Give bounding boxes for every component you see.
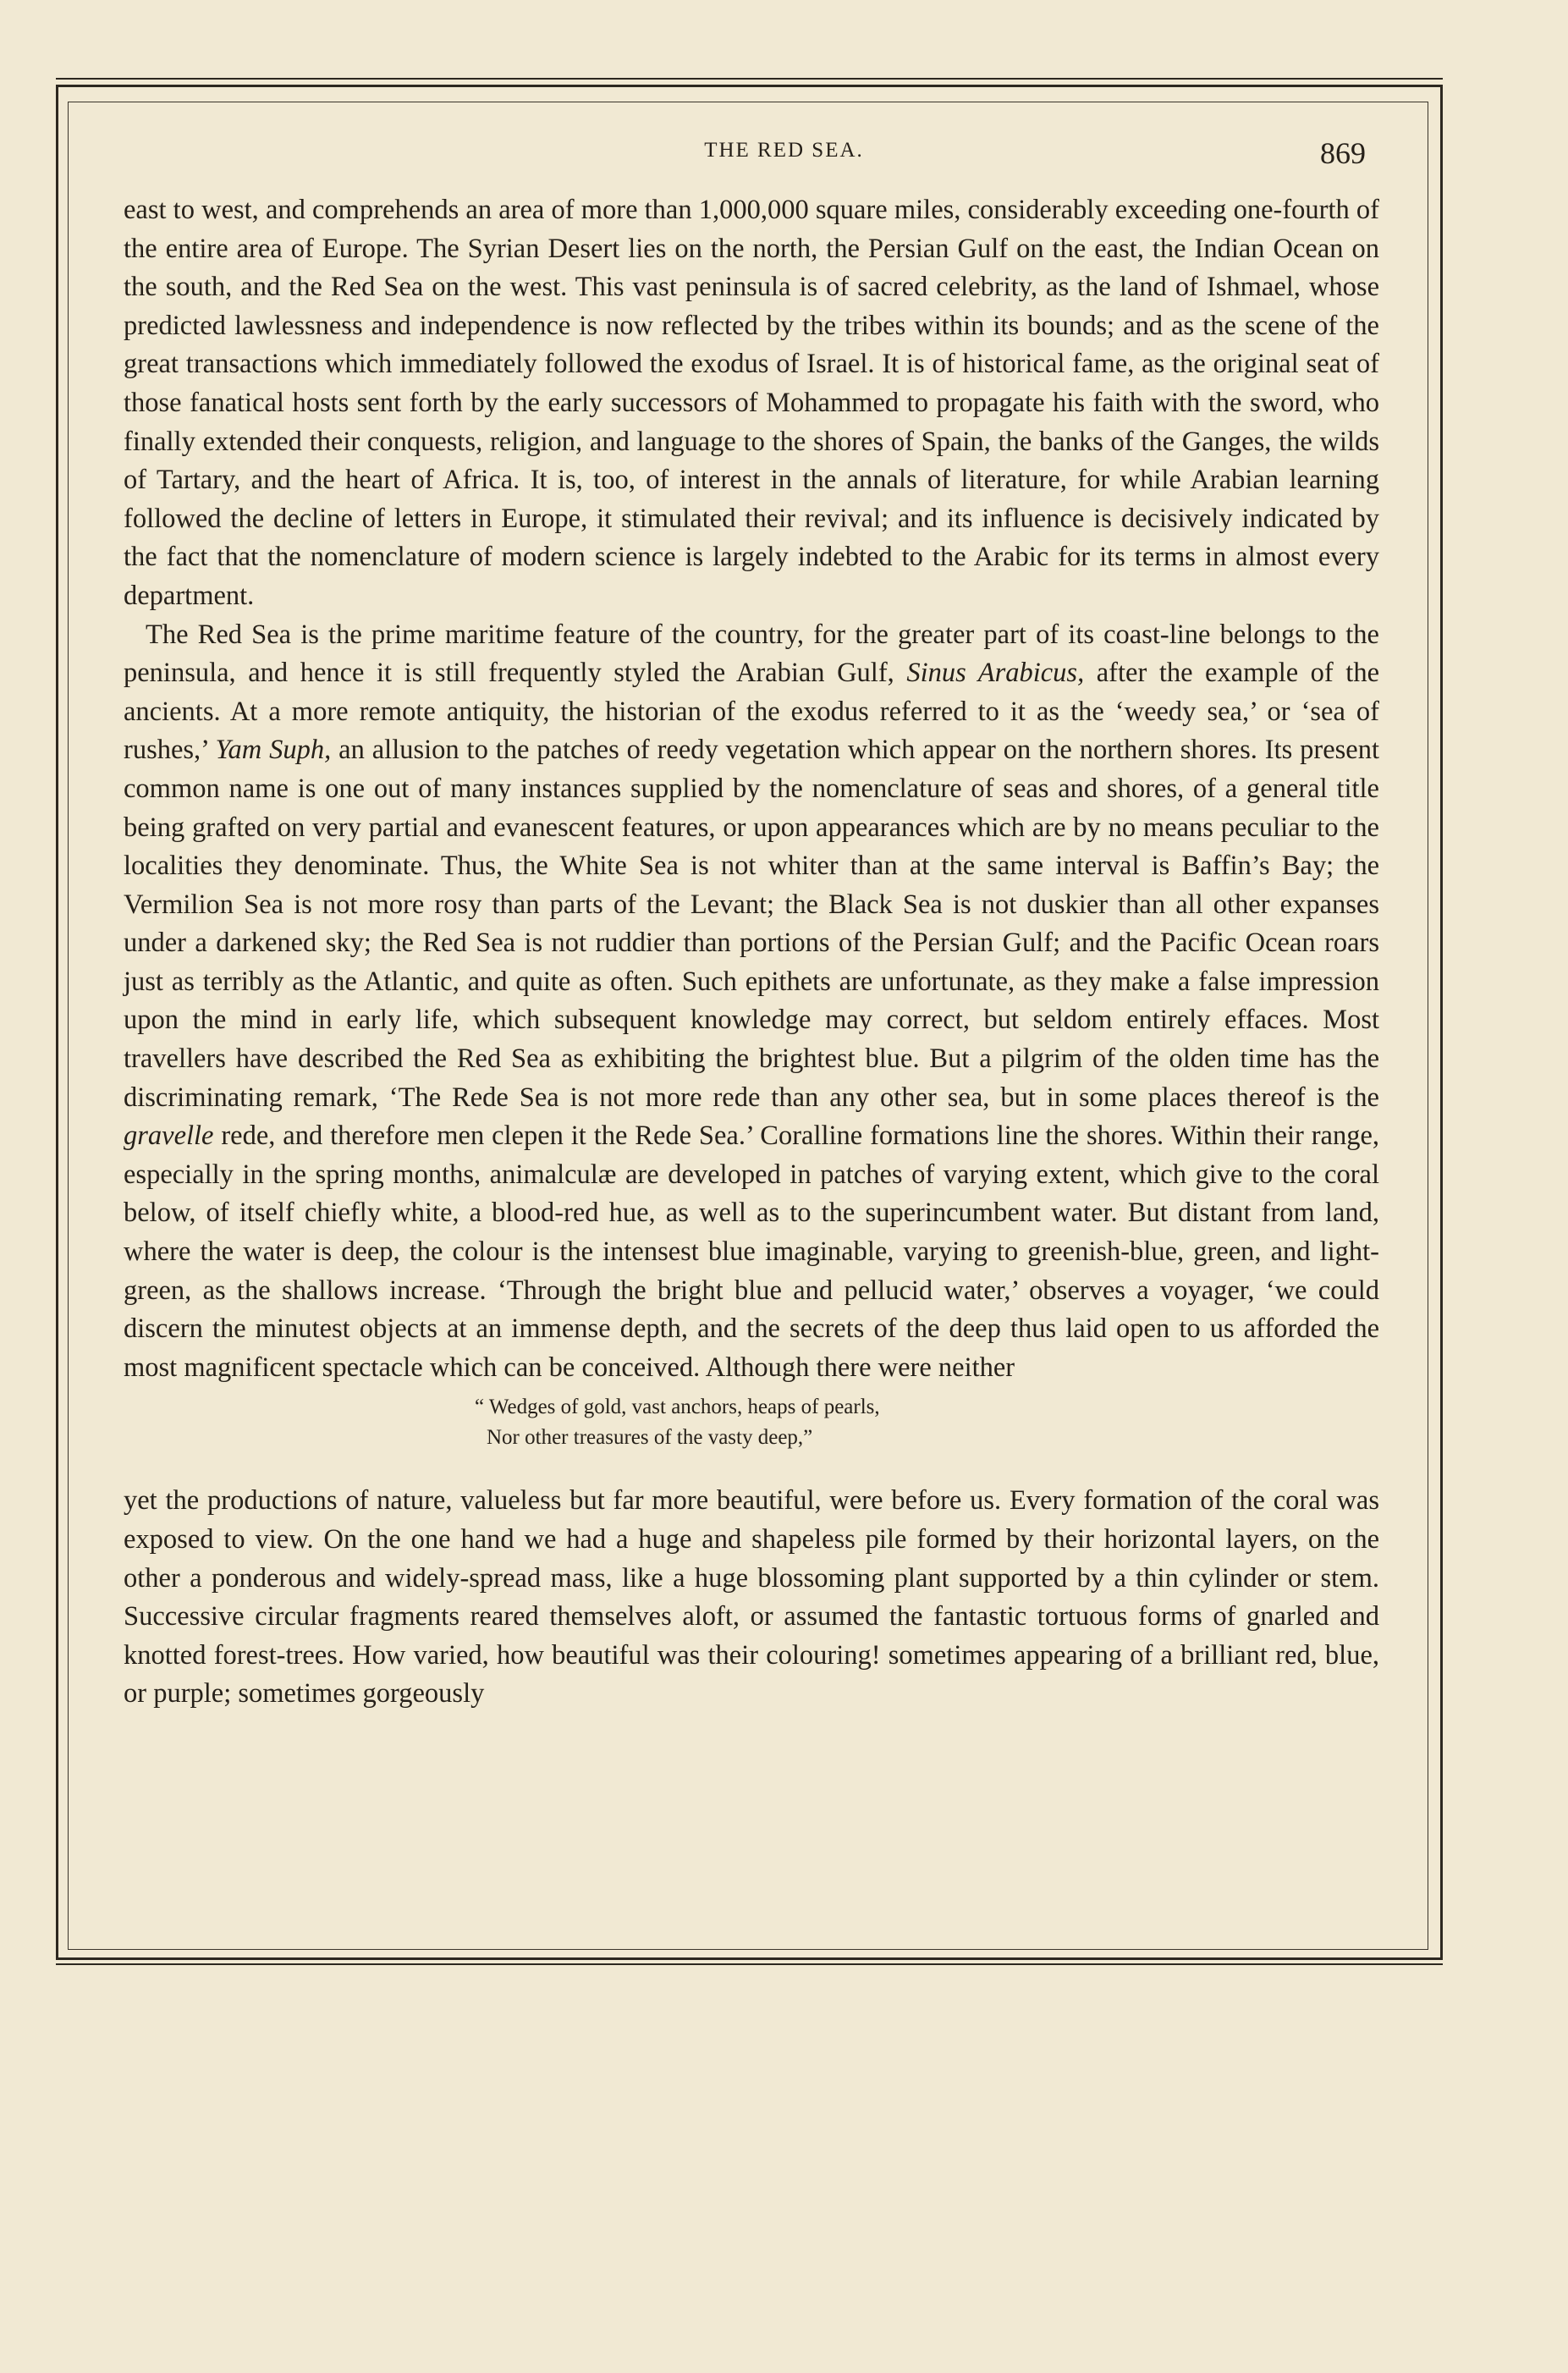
quote-line-1: “ Wedges of gold, vast anchors, heaps of pearls,: [475, 1396, 880, 1419]
paragraph-3: yet the productions of nature, valueless but far more beautiful, were before us. Every formation of the coral was exposed to view. On the one hand we had a huge and shapeless pile formed by their horizontal layers, on the other a ponderous and widely-spread mass, like a huge blossoming plant supported by a thin cylinder or stem. Successive circular fragments reared themselves aloft, or assumed the fantastic tortuous forms of gnarled and knotted forest-trees. How varied, how beautiful was their colouring! sometimes appearing of a brilliant red, blue, or purple; sometimes gorgeously: [124, 1485, 1379, 1710]
quote-line-2: Nor other treasures of the vasty deep,”: [487, 1426, 813, 1450]
term-gravelle: gravelle: [124, 1120, 214, 1152]
page-number: 869: [1320, 136, 1366, 170]
paragraph-1: east to west, and comprehends an area of more than 1,000,000 square miles, considerably exceeding one-fourth of the entire area of Europe. The Syrian Desert lies on the north, the Persian Gulf on the east, the Indian Ocean on the south, and the Red Sea on the west. This vast peninsula is of sacred celebrity, as the land of Ishmael, whose predicted lawlessness and independence is now reflected by the tribes within its bounds; and as the scene of the great transactions which immediately followed the exodus of Israel. It is of historical fame, as the original seat of those fanatical hosts sent forth by the early successors of Mohammed to propagate his faith with the sword, who finally extended their conquests, religion, and language to the shores of Spain, the banks of the Ganges, the wilds of Tartary, and the heart of Africa. It is, too, of interest in the annals of literature, for while Arabian learning followed the decline of letters in Europe, it stimulated their revival; and its influence is decisively indicated by the fact that the nomenclature of modern science is largely indebted to the Arabic for its terms in almost every department.: [124, 195, 1379, 611]
latin-term-sinus-arabicus: Sinus Arabicus,: [906, 658, 1085, 689]
verse-quotation: [475, 1392, 1379, 1453]
paragraph-2-text-d: rede, and therefore men clepen it the Rede Sea.’ Coralline formations line the shores. Within their range, especially in the spring months, animalculæ are developed in patches of varying extent, which give to the coral below, of itself chiefly white, a blood-red hue, as well as to the superincumbent water. But distant from land, where the water is deep, the colour is the intensest blue imaginable, varying to greenish-blue, green, and light-green, as the shallows increase. ‘Through the bright blue and pellucid water,’ observes a voyager, ‘we could discern the minutest objects at an immense depth, and the secrets of the deep thus laid open to us afforded the most magnificent spectacle which can be conceived. Although there were neither: [124, 1120, 1379, 1383]
paragraph-2-text-b: after the example of the ancients. At a more remote antiquity, the historian of the exodus referred to it as the ‘weedy sea,’ or ‘sea of rushes,’: [124, 658, 1380, 766]
hebrew-term-yam-suph: Yam Suph,: [215, 735, 332, 766]
bottom-border-rule: [56, 1963, 1443, 1965]
paragraph-2: [124, 616, 1379, 1388]
paragraph-2-text-a: The Red Sea is the prime maritime feature of the country, for the greater part of its coast-line belongs to the peninsula, and hence it is still frequently styled the Arabian Gulf,: [124, 619, 1379, 689]
running-title: THE RED SEA.: [704, 139, 864, 162]
top-border-rule: [56, 78, 1443, 80]
paragraph-2-text-c: an allusion to the patches of reedy vegetation which appear on the northern shores. Its present common name is one out of many instances supplied by the nomenclature of seas and shores, of a general title being grafted on very partial and evanescent features, or upon appearances which are by no means peculiar to the localities they denominate. Thus, the White Sea is not whiter than at the same interval is Baffin’s Bay; the Vermilion Sea is not more rosy than parts of the Levant; the Black Sea is not duskier than all other expanses under a darkened sky; the Red Sea is not ruddier than portions of the Persian Gulf; and the Pacific Ocean roars just as terribly as the Atlantic, and quite as often. Such epithets are unfortunate, as they make a false impression upon the mind in early life, which subsequent knowledge may correct, but seldom entirely effaces. Most travellers have described the Red Sea as exhibiting the brightest blue. But a pilgrim of the olden time has the discriminating remark, ‘The Rede Sea is not more rede than any other sea, but in some places thereof is the: [124, 735, 1379, 1113]
body-text: [124, 191, 1379, 1714]
